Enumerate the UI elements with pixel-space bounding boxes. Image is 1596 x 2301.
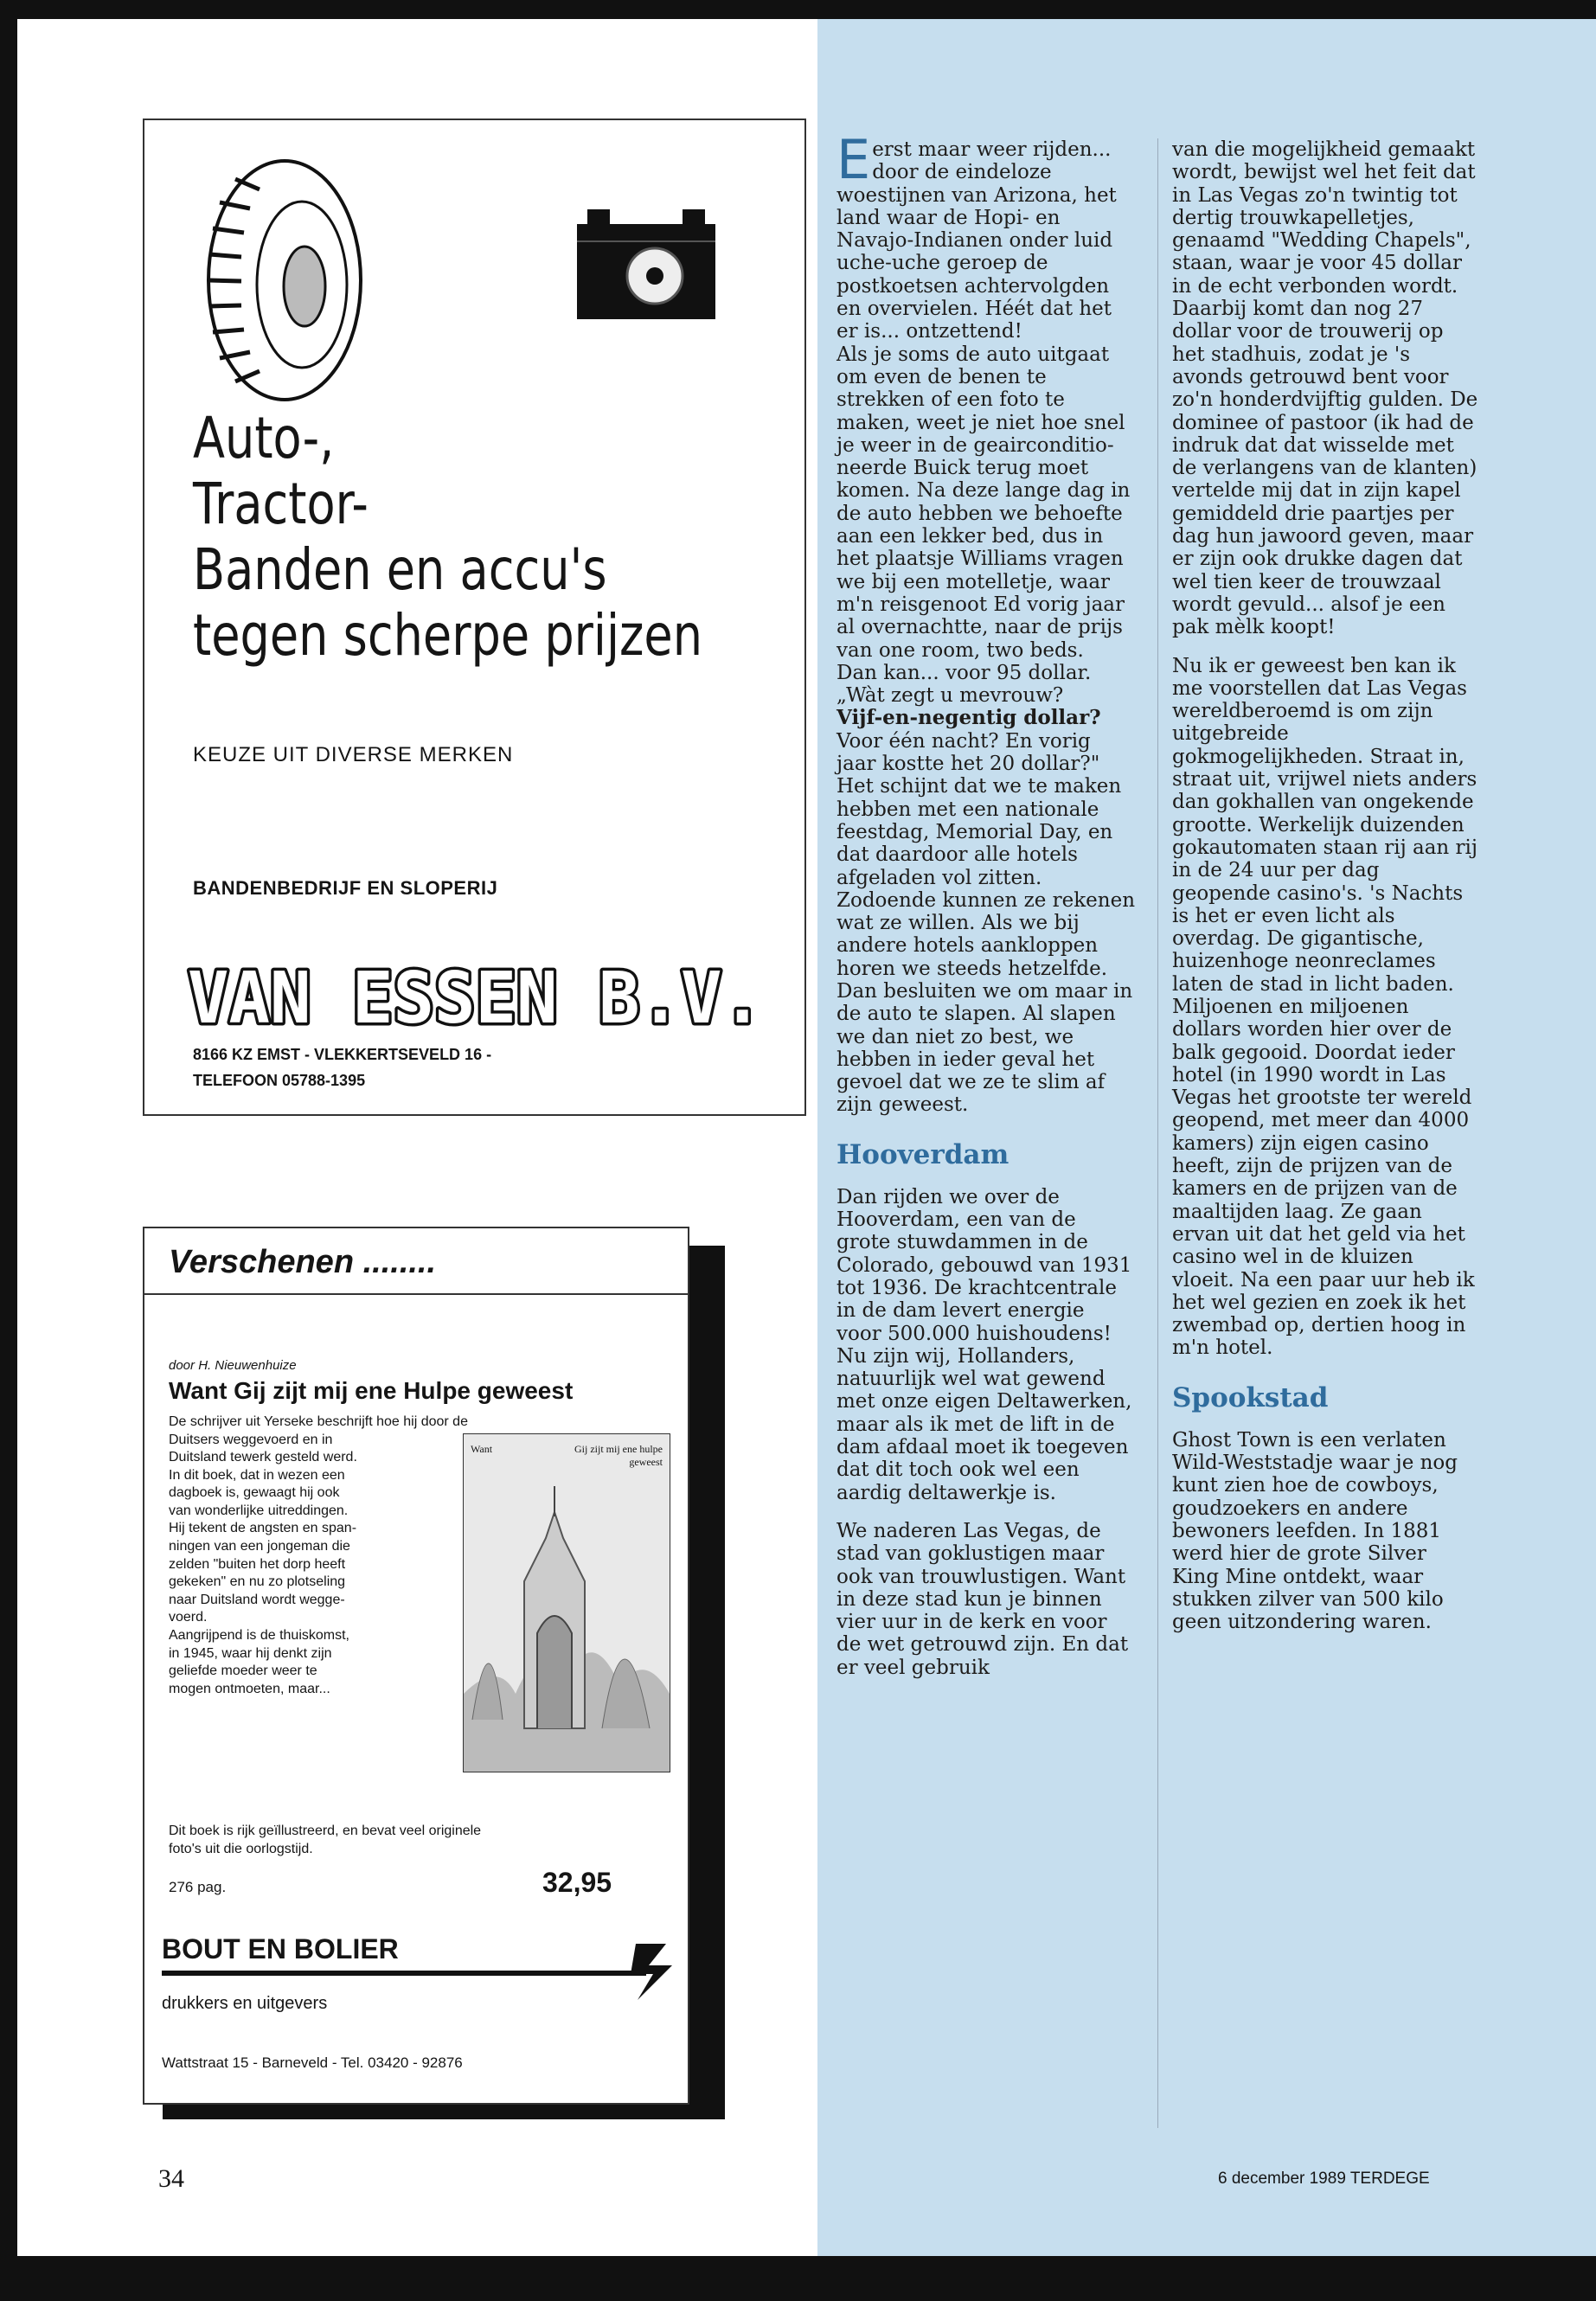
text-line: voerd. xyxy=(169,1610,208,1625)
book-cover xyxy=(463,1433,670,1772)
article-paragraph: Nu ik er geweest ben kan ik me voorstellen dat Las Vegas wereldberoemd is om zijn uitgebreide gokmogelijkheden. Straat in, straat uit, vrijwel niets anders dan gokhallen van ongekende grootte. Werkelijk duizenden gokautomaten staan rij aan rij in de 24 uur per dag geopende casino's. 's Nachts is het er even licht als overdag. De gigantische, huizenhoge neonreclames laten de stad in licht baden. Miljoenen en miljoenen dollars worden hier over de balk gegooid. Doordat ieder hotel (in 1990 wordt in Las Vegas het grootste ter wereld geopend, met meer dan 4000 kamers) zijn eigen casino heeft, zijn de prijzen van de kamers en de prijzen van de maaltijden laag. Ze gaan ervan uit dat het geld via het casino wel in de kluizen vloeit. Na een paar uur heb ik het wel gezien en zoek ik het zwembad op, dertien hoog in m'n hotel. xyxy=(1172,654,1478,1360)
headline-line: Tractor- xyxy=(193,471,369,537)
book-author: door H. Nieuwenhuize xyxy=(169,1358,297,1373)
publisher-tagline: drukkers en uitgevers xyxy=(162,1994,328,2013)
van-essen-logo xyxy=(179,955,776,1042)
cover-title-right: Gij zijt mij ene hulpe geweest xyxy=(574,1443,663,1468)
article-column-1 xyxy=(836,128,1136,1679)
text-line: geliefde moeder weer te xyxy=(169,1663,317,1679)
book-description xyxy=(169,1449,463,1698)
book-closing xyxy=(169,1823,679,1858)
text-line: zelden "buiten het dorp heeft xyxy=(169,1556,346,1572)
text-line: Duitsers weggevoerd en in xyxy=(169,1432,333,1447)
publisher-divider xyxy=(162,1971,646,1976)
text-line: Dit boek is rijk geïllustreerd, en bevat veel originele xyxy=(169,1823,482,1838)
left-border xyxy=(0,0,17,2301)
tire-battery-advertisement xyxy=(143,119,806,1116)
page-count: 276 pag. xyxy=(169,1879,227,1895)
text-line: in 1945, waar hij denkt zijn xyxy=(169,1645,332,1661)
text-line: foto's uit die oorlogstijd. xyxy=(169,1841,313,1856)
article-paragraph: Dan kan... voor 95 dollar. xyxy=(836,661,1092,684)
text-line: Hij tekent de angsten en span- xyxy=(169,1521,357,1536)
top-border xyxy=(0,0,1596,19)
ad-heading: Verschenen ........ xyxy=(169,1244,437,1280)
headline-line: Banden en accu's xyxy=(193,536,607,603)
article-paragraph: „Wàt zegt u mevrouw? xyxy=(836,684,1064,708)
section-heading: Hooverdam xyxy=(836,1138,1010,1170)
phone-line: TELEFOON 05788-1395 xyxy=(193,1072,366,1089)
cover-title-left: Want xyxy=(471,1443,493,1455)
text-line: van wonderlijke uitreddingen. xyxy=(169,1503,349,1518)
ad-headline xyxy=(193,405,703,669)
publisher-name: BOUT EN BOLIER xyxy=(162,1933,399,1965)
article-emphasis: Vijf-en-negentig dollar? xyxy=(836,706,1101,730)
article-paragraph: Het schijnt dat we te maken hebben met een nationale feestdag, Memorial Day, en dat daardoor alle hotels afgeladen vol zitten. Zodoende kunnen ze rekenen wat ze willen. Als we bij andere hotels aankloppen horen we steeds hetzelfde. Dan besluiten we om maar in de auto te slapen. Al slapen we dan niet zo best, we hebben in ieder geval het gevoel dat we ze te slim af zijn geweest. xyxy=(836,775,1136,1117)
text-line: mogen ontmoeten, maar... xyxy=(169,1681,330,1696)
text-line: In dit boek, dat in wezen een xyxy=(169,1467,345,1483)
text-line: Duitsland tewerk gesteld werd. xyxy=(169,1450,357,1465)
article-paragraph xyxy=(836,128,1135,343)
publisher-contact: Wattstraat 15 - Barneveld - Tel. 03420 - 92876 xyxy=(162,2054,463,2071)
article-paragraph: Als je soms de auto uitgaat om even de benen te strekken of een foto te maken, weet je niet hoe snel je weer in de geairconditioneerde Buick terug moet komen. Na deze lange dag in de auto hebben we behoefte aan een lekker bed, dus in het plaatsje Williams vragen we bij een motelletje, waar m'n reisgenoot Ed vorig jaar al overnachtte, naar de prijs van one room, two beds. xyxy=(836,343,1131,662)
text-line: dagboek is, gewaagt hij ook xyxy=(169,1485,340,1501)
ad-address xyxy=(193,1042,491,1093)
address-line: 8166 KZ EMST - VLEKKERTSEVELD 16 - xyxy=(193,1046,492,1063)
heading-divider xyxy=(144,1293,688,1295)
paragraph-gap xyxy=(1172,639,1479,655)
article-paragraph: Ghost Town is een verlaten Wild-Weststadje waar je nog kunt zien hoe de cowboys, goudzoekers en andere bewoners leefden. In 1881 werd hier de grote Silver King Mine ontdekt, waar stukken zilver van 500 kilo geen uitzondering waren. xyxy=(1172,1428,1458,1634)
ad-choice-text: KEUZE UIT DIVERSE MERKEN xyxy=(193,743,514,766)
article-paragraph: Dan rijden we over de Hooverdam, een van de grote stuwdammen in de Colorado, gebouwd van 1931 tot 1936. De krachtcentrale in de dam levert energie voor 500.000 huishoudens! Nu zijn wij, Hollanders, natuurlijk wel wat gewend met onze eigen Deltawerken, maar als ik met de lift in de dam afdaal moet ik toegeven dat dit toch ook wel een aardig deltawerkje is. xyxy=(836,1185,1132,1504)
cover-illustration xyxy=(464,1434,670,1772)
text-line: De schrijver uit Yerseke beschrijft hoe hij door de xyxy=(169,1414,468,1429)
article-paragraph: We naderen Las Vegas, de stad van goklustigen maar ook van trouwlustigen. Want in deze stad kun je binnen vier uur in de kerk en voor de wet getrouwd zijn. En dat er veel gebruik xyxy=(836,1519,1129,1679)
headline-line: Auto-, xyxy=(193,405,335,471)
book-price: 32,95 xyxy=(542,1867,612,1898)
logo-text: VAN ESSEN B.V. xyxy=(188,958,763,1040)
drop-cap: E xyxy=(836,128,871,191)
text-line: gekeken" en nu zo plotseling xyxy=(169,1574,346,1590)
section-heading: Spookstad xyxy=(1172,1381,1329,1413)
tire-icon xyxy=(202,155,367,406)
page-number: 34 xyxy=(158,2164,184,2193)
text-line: naar Duitsland wordt wegge- xyxy=(169,1592,345,1607)
article-paragraph: Voor één nacht? En vorig jaar kostte het 20 dollar?" xyxy=(836,729,1100,776)
book-advertisement xyxy=(143,1227,689,2105)
article-paragraph: van die mogelijkheid gemaakt wordt, bewijst wel het feit dat in Las Vegas zo'n twintig tot dertig trouwkapelletjes, genaamd "Wedding Chapels", staan, waar je voor 45 dollar in de echt verbonden wordt. Daarbij komt dan nog 27 dollar voor de trouwerij op het stadhuis, zodat je 's avonds getrouwd bent voor zo'n honderdvijftig gulden. De dominee of pastoor (ik had de indruk dat dat wisselde met de verlangens van de klanten) vertelde mij dat in zijn kapel gemiddeld drie paartjes per dag hun jawoord geven, maar er zijn ook drukke dagen dat wel tien keer de trouwzaal wordt gevuld... alsof je een pak mèlk koopt! xyxy=(1172,138,1478,639)
publisher-logo-icon xyxy=(619,1931,688,2009)
headline-line: tegen scherpe prijzen xyxy=(193,602,703,669)
book-title: Want Gij zijt mij ene Hulpe geweest xyxy=(169,1377,574,1404)
ad-company-type: BANDENBEDRIJF EN SLOPERIJ xyxy=(193,877,498,899)
text-line: Aangrijpend is de thuiskomst, xyxy=(169,1627,349,1643)
article-column-2 xyxy=(1172,138,1479,1633)
bottom-border xyxy=(0,2256,1596,2301)
issue-date: 6 december 1989 TERDEGE xyxy=(1218,2170,1430,2188)
text-line: ningen van een jongeman die xyxy=(169,1538,350,1554)
battery-icon xyxy=(568,202,724,328)
paragraph-gap xyxy=(836,1504,1135,1520)
paragraph-text: erst maar weer rijden... door de eindeloze woestijnen van Arizona, het land waar de Hopi- en Navajo-Indianen onder luid uche-uche geroep de postkoetsen achtervolgden en overvielen. Héét dat het er is... ontzettend! xyxy=(836,138,1117,343)
column-divider xyxy=(1157,138,1158,2128)
